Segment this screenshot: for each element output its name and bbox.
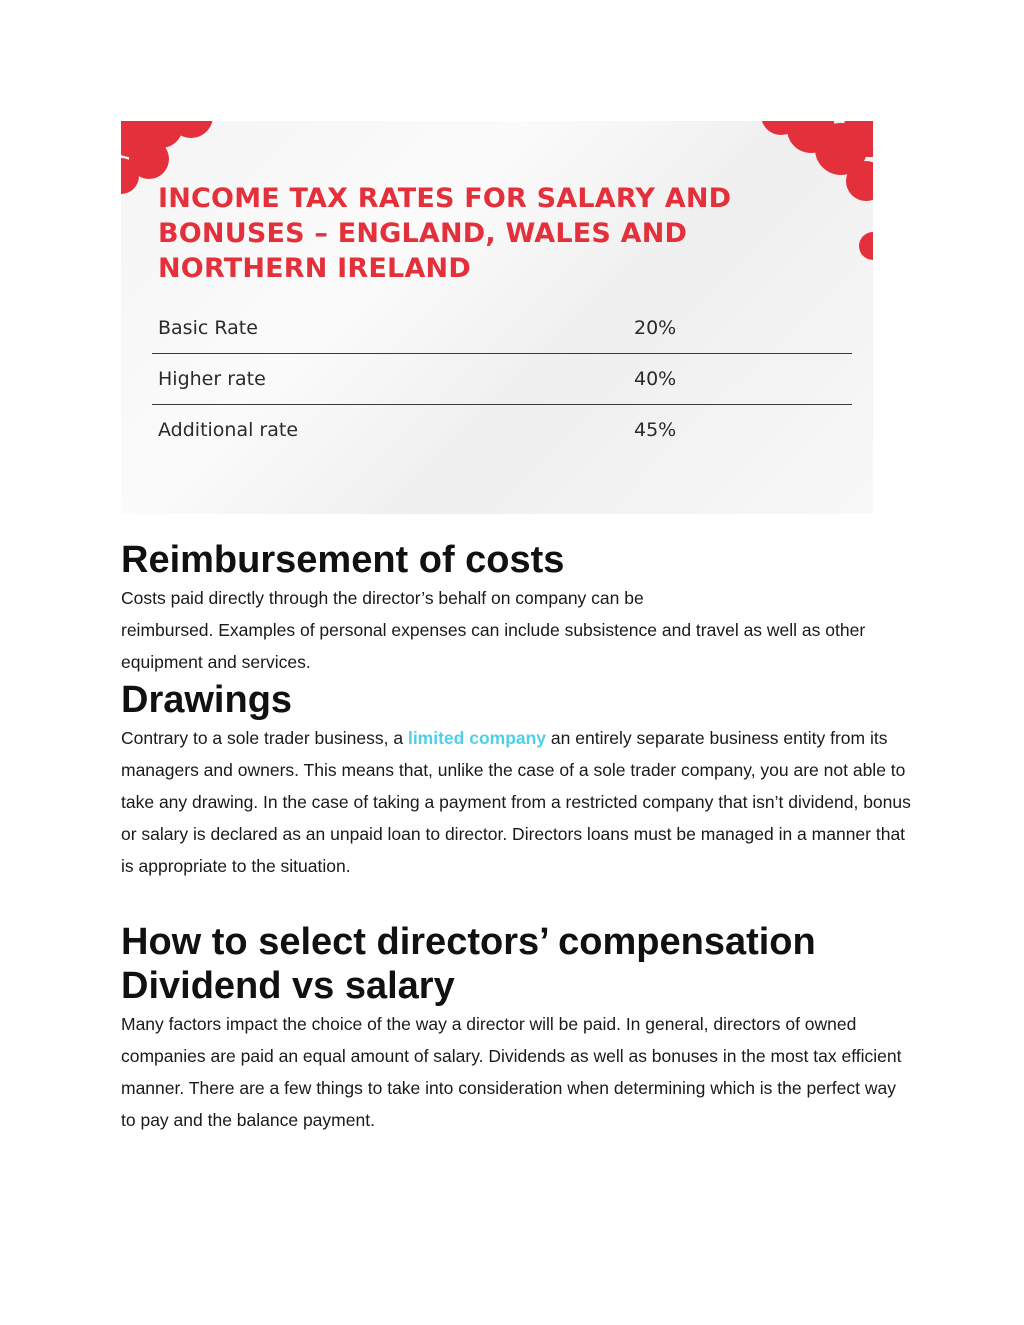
banner-title: INCOME TAX RATES FOR SALARY AND BONUSES – ENGLAND, WALES AND NORTHERN IRELAND: [158, 183, 732, 284]
article-body: [121, 538, 911, 1136]
tax-rates-banner: [121, 121, 873, 514]
rate-label: Basic Rate: [158, 317, 258, 339]
row-divider: [152, 353, 852, 354]
drawings-paragraph: [121, 722, 911, 882]
rate-value: 20%: [634, 317, 677, 339]
reimbursement-heading: Reimbursement of costs: [121, 539, 565, 581]
rate-row: [152, 307, 852, 358]
limited-company-link[interactable]: limited company: [407, 728, 547, 748]
rates-table: [152, 307, 852, 460]
rate-row: [152, 409, 852, 460]
rate-value: 40%: [634, 368, 677, 390]
reimbursement-line-1: Costs paid directly through the director’s behalf on company can be: [121, 588, 644, 608]
rate-label: Higher rate: [158, 368, 266, 390]
section-spacer: [121, 882, 911, 920]
drawings-heading: Drawings: [121, 679, 293, 721]
compensation-heading: How to select directors’ compensation Dividend vs salary: [121, 921, 816, 1007]
rate-label: Additional rate: [158, 419, 299, 441]
rate-row: [152, 358, 852, 409]
drawings-text-end: an entirely separate business entity from its managers and owners. This means that, unlike the case of a sole trader company, you are not able to take any drawing. In the case of taking a payment from a restricted company that isn’t dividend, bonus or salary is declared as an unpaid loan to director. Directors loans must be managed in a manner that is appropriate to the situation.: [121, 728, 911, 876]
reimbursement-paragraph: [121, 582, 911, 678]
rate-value: 45%: [634, 419, 677, 441]
reimbursement-line-2: reimbursed. Examples of personal expenses can include subsistence and travel as well as other equipment and services.: [121, 620, 866, 672]
compensation-paragraph: Many factors impact the choice of the way a director will be paid. In general, directors of owned companies are paid an equal amount of salary. Dividends as well as bonuses in the most tax efficient manner. There are a few things to take into consideration when determining which is the perfect way to pay and the balance payment.: [121, 1014, 902, 1130]
drawings-text-start: Contrary to a sole trader business, a: [121, 728, 408, 748]
row-divider: [152, 404, 852, 405]
